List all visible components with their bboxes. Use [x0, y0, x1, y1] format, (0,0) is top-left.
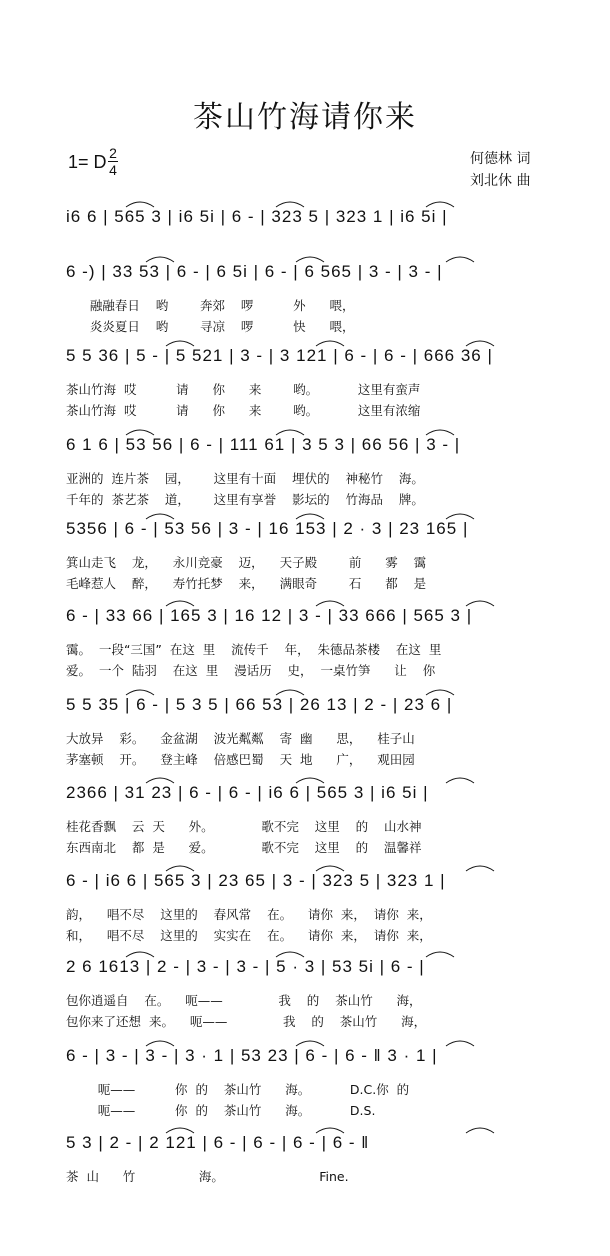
notation-line: 6 1 6 | 53 56 | 6 - | 111 61 | 3 5 3 | 66 56 | 3 - |	[66, 435, 461, 454]
notation-line: 6 - | 3 - | 3 - | 3 · 1 | 53 23 | 6 - | 6 - ‖ 3 · 1 |	[66, 1046, 438, 1065]
lyric-verse-2: 爱。 一个 陆羽 在这 里 漫话历 史， 一桌竹笋 让 你	[66, 663, 436, 678]
lyric-verse-1: 呃—— 你 的 茶山竹 海。 D.C.你 的	[66, 1082, 410, 1097]
lyric-verse-1: 箕山走飞 龙， 永川竞豪 迈， 天子殿 前 雾 霭	[66, 555, 427, 570]
lyric-verse-2: 茶山竹海 哎 请 你 来 哟。 这里有浓缩	[66, 403, 421, 418]
lyricist-credit: 何德林 词	[470, 151, 531, 167]
lyric-verse-2: 呃—— 你 的 茶山竹 海。 D.S.	[66, 1103, 376, 1118]
lyric-verse-2: 茅塞顿 开。 登主峰 倍感巴蜀 天 地 广， 观田园	[66, 752, 415, 767]
notation-line: 5356 | 6 - | 53 56 | 3 - | 16 153 | 2 · 3 | 23 165 |	[66, 519, 469, 538]
notation-line: 6 -) | 33 53 | 6 - | 6 5i | 6 - | 6 565 | 3 - | 3 - |	[66, 262, 443, 281]
notation-line: 5 5 35 | 6 - | 5 3 5 | 66 53 | 26 13 | 2 - | 23 6 |	[66, 695, 453, 714]
notation-line: 6 - | 33 66 | 165 3 | 16 12 | 3 - | 33 666 | 565 3 |	[66, 606, 473, 625]
lyric-verse-2: 千年的 茶艺茶 道， 这里有享誉 影坛的 竹海品 牌。	[66, 492, 424, 507]
lyric-verse-1: 大放异 彩。 金盆湖 波光粼粼 寄 幽 思， 桂子山	[66, 731, 415, 746]
key-signature: 1= D	[68, 152, 107, 172]
lyric-verse-2: 炎炎夏日 哟 寻凉 啰 快 喂，	[66, 319, 355, 334]
time-top: 2	[109, 145, 117, 161]
song-title: 茶山竹海请你来	[193, 100, 417, 135]
time-bottom: 4	[109, 162, 117, 178]
notation-line: 2 6 1613 | 2 - | 3 - | 3 - | 5 · 3 | 53 5i | 6 - |	[66, 957, 425, 976]
composer-credit: 刘北休 曲	[470, 173, 531, 189]
lyric-verse-1: 融融春日 哟 奔郊 啰 外 喂，	[66, 298, 355, 313]
notation-line: 5 3 | 2 - | 2 121 | 6 - | 6 - | 6 - | 6 - ‖	[66, 1133, 370, 1152]
notation-line: 6 - | i6 6 | 565 3 | 23 65 | 3 - | 323 5 | 323 1 |	[66, 871, 446, 890]
lyric-verse-1: 茶 山 竹 海。 Fine.	[66, 1169, 349, 1184]
lyric-verse-1: 韵， 唱不尽 这里的 春风常 在。 请你 来， 请你 来，	[66, 907, 432, 922]
notation-line: i6 6 | 565 3 | i6 5i | 6 - | 323 5 | 323 1 | i6 5i |	[66, 207, 448, 226]
notation-line: 2366 | 31 23 | 6 - | 6 - | i6 6 | 565 3 | i6 5i |	[66, 783, 429, 802]
lyric-verse-1: 桂花香飘 云 天 外。 歌不完 这里 的 山水神	[66, 819, 422, 834]
lyric-verse-1: 霭。 一段“三国” 在这 里 流传千 年， 朱德品茶楼 在这 里	[66, 642, 442, 657]
time-signature	[108, 146, 118, 177]
lyric-verse-1: 茶山竹海 哎 请 你 来 哟。 这里有蛮声	[66, 382, 421, 397]
lyric-verse-1: 亚洲的 连片茶 园， 这里有十面 埋伏的 神秘竹 海。	[66, 471, 424, 486]
lyric-verse-1: 包你逍遥自 在。 呃—— 我 的 茶山竹 海，	[66, 993, 422, 1008]
lyric-verse-2: 毛峰惹人 醉， 寿竹托梦 来， 满眼奇 石 都 是	[66, 576, 427, 591]
lyric-verse-2: 包你来了还想 来。 呃—— 我 的 茶山竹 海，	[66, 1014, 427, 1029]
lyric-verse-2: 东西南北 都 是 爱。 歌不完 这里 的 温馨祥	[66, 840, 422, 855]
notation-line: 5 5 36 | 5 - | 5 521 | 3 - | 3 121 | 6 - | 6 - | 666 36 |	[66, 346, 493, 365]
lyric-verse-2: 和， 唱不尽 这里的 实实在 在。 请你 来， 请你 来，	[66, 928, 432, 943]
